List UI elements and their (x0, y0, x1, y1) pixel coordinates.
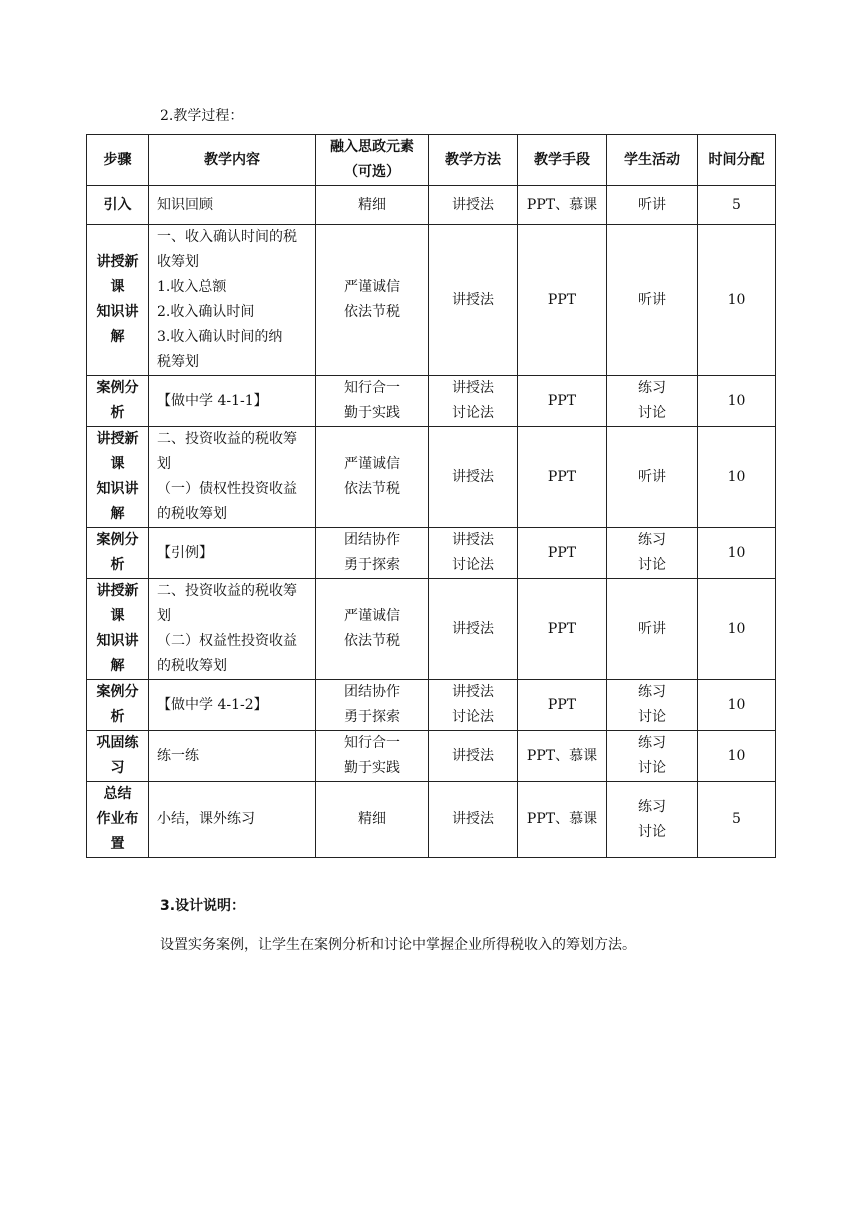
ideology-line: 团结协作 (344, 684, 400, 700)
method-line: 讲授法 (452, 684, 494, 700)
method-line: 讨论法 (452, 557, 494, 573)
table-header-row (87, 135, 776, 186)
activity-line: 讨论 (638, 557, 666, 573)
time-cell: 10 (698, 731, 776, 782)
activity-cell (607, 376, 698, 427)
step-cell (87, 376, 149, 427)
activity-line: 讨论 (638, 405, 666, 421)
ideology-line: 严谨诚信 (344, 279, 400, 295)
content-line: 收筹划 (157, 254, 199, 270)
activity-line: 讨论 (638, 709, 666, 725)
step-line: 知识讲 (96, 304, 139, 320)
step-cell (87, 225, 149, 376)
section-2-heading: 2.教学过程： (160, 108, 244, 124)
ideology-line: 团结协作 (344, 532, 400, 548)
method-line: 讲授法 (452, 291, 494, 308)
activity-line: 讨论 (638, 760, 666, 776)
means-line: PPT (547, 392, 577, 409)
step-cell (87, 186, 149, 225)
ideology-cell (316, 225, 429, 376)
activity-line: 听讲 (638, 468, 666, 485)
section-3-heading: 3.设计说明： (160, 898, 246, 914)
table-row (87, 731, 776, 782)
content-line: （二）权益性投资收益 (157, 633, 297, 649)
table-row (87, 782, 776, 858)
method-cell (429, 579, 518, 680)
means-line: PPT (547, 468, 577, 485)
activity-cell (607, 186, 698, 225)
method-line: 讲授法 (452, 620, 494, 637)
content-line: 一、收入确认时间的税 (157, 229, 297, 245)
activity-line: 听讲 (638, 196, 666, 213)
activity-line: 练习 (638, 798, 666, 815)
step-cell (87, 680, 149, 731)
table-row (87, 225, 776, 376)
activity-cell (607, 225, 698, 376)
table-row (87, 427, 776, 528)
means-cell (518, 579, 607, 680)
ideology-line: 依法节税 (344, 481, 400, 497)
time-cell: 5 (698, 186, 776, 225)
method-line: 讨论法 (452, 405, 494, 421)
table-row (87, 680, 776, 731)
step-line: 巩固练 (96, 735, 139, 751)
means-line: PPT、慕课 (526, 747, 598, 764)
content-line: 1.收入总额 (157, 279, 227, 295)
method-line: 讲授法 (452, 532, 494, 548)
ideology-line: 精细 (358, 811, 386, 827)
ideology-line: 知行合一 (344, 735, 400, 751)
ideology-cell (316, 579, 429, 680)
header-activity: 学生活动 (607, 135, 698, 186)
means-line: PPT、慕课 (526, 811, 598, 827)
method-cell (429, 186, 518, 225)
means-cell (518, 225, 607, 376)
content-cell (149, 225, 316, 376)
activity-cell (607, 731, 698, 782)
means-line: PPT (547, 696, 577, 713)
content-cell (149, 579, 316, 680)
time-cell: 5 (698, 782, 776, 858)
content-line: 3.收入确认时间的纳 (157, 329, 283, 345)
step-line: 知识讲 (96, 633, 139, 649)
content-cell (149, 186, 316, 225)
table-row (87, 579, 776, 680)
step-line: 析 (110, 709, 125, 725)
table-row (87, 186, 776, 225)
content-line: 【做中学 4-1-2】 (157, 696, 268, 713)
time-cell: 10 (698, 427, 776, 528)
ideology-line: 勤于实践 (344, 760, 400, 776)
step-cell (87, 579, 149, 680)
teaching-process-table (86, 134, 776, 858)
step-line: 讲授新 (96, 583, 139, 599)
ideology-line: 精细 (358, 196, 386, 213)
header-content: 教学内容 (149, 135, 316, 186)
activity-line: 讨论 (638, 823, 666, 840)
method-line: 讨论法 (452, 709, 494, 725)
content-cell (149, 731, 316, 782)
method-cell (429, 528, 518, 579)
means-cell (518, 680, 607, 731)
step-cell (87, 731, 149, 782)
content-line: 2.收入确认时间 (157, 304, 255, 320)
content-line: 划 (157, 608, 171, 624)
step-line: 引入 (103, 196, 132, 213)
ideology-line: 勇于探索 (344, 709, 400, 725)
step-line: 总结 (103, 786, 132, 802)
header-step: 步骤 (87, 135, 149, 186)
method-line: 讲授法 (452, 811, 494, 827)
activity-line: 练习 (638, 684, 666, 700)
step-line: 讲授新 (96, 431, 139, 447)
activity-line: 听讲 (638, 620, 666, 637)
header-ideology-line: （可选） (344, 164, 400, 180)
activity-cell (607, 427, 698, 528)
step-line: 解 (110, 506, 125, 522)
content-line: 的税收筹划 (157, 658, 227, 674)
step-line: 案例分 (96, 684, 139, 700)
method-line: 讲授法 (452, 196, 494, 213)
step-line: 案例分 (96, 380, 139, 396)
activity-line: 听讲 (638, 291, 666, 308)
step-cell (87, 528, 149, 579)
content-line: （一）债权性投资收益 (157, 481, 297, 497)
ideology-line: 依法节税 (344, 304, 400, 320)
method-cell (429, 427, 518, 528)
step-line: 析 (110, 405, 125, 421)
activity-line: 练习 (638, 380, 666, 396)
time-cell: 10 (698, 376, 776, 427)
section-3-body: 设置实务案例，让学生在案例分析和讨论中掌握企业所得税收入的筹划方法。 (160, 937, 636, 953)
content-line: 知识回顾 (157, 196, 213, 213)
means-line: PPT (547, 291, 577, 308)
content-cell (149, 427, 316, 528)
method-cell (429, 731, 518, 782)
ideology-line: 严谨诚信 (344, 608, 400, 624)
content-line: 二、投资收益的税收筹 (157, 431, 297, 447)
activity-line: 练习 (638, 532, 666, 548)
ideology-cell (316, 186, 429, 225)
step-line: 习 (110, 760, 125, 776)
ideology-line: 知行合一 (344, 380, 400, 396)
ideology-cell (316, 528, 429, 579)
step-line: 析 (110, 557, 125, 573)
ideology-cell (316, 731, 429, 782)
header-ideology (316, 135, 429, 186)
content-line: 练一练 (157, 747, 199, 764)
time-cell: 10 (698, 528, 776, 579)
activity-cell (607, 680, 698, 731)
content-line: 【引例】 (157, 544, 213, 561)
method-cell (429, 376, 518, 427)
step-line: 课 (110, 608, 125, 624)
content-cell (149, 782, 316, 858)
ideology-line: 勇于探索 (344, 557, 400, 573)
activity-line: 练习 (638, 735, 666, 751)
ideology-cell (316, 782, 429, 858)
table-row (87, 528, 776, 579)
step-cell (87, 427, 149, 528)
time-cell: 10 (698, 225, 776, 376)
means-cell (518, 376, 607, 427)
ideology-cell (316, 376, 429, 427)
method-cell (429, 225, 518, 376)
activity-cell (607, 528, 698, 579)
time-cell: 10 (698, 680, 776, 731)
content-cell (149, 528, 316, 579)
step-line: 作业布 (96, 811, 139, 827)
method-cell (429, 782, 518, 858)
content-line: 的税收筹划 (157, 506, 227, 522)
means-line: PPT (547, 620, 577, 637)
content-line: 二、投资收益的税收筹 (157, 583, 297, 599)
method-line: 讲授法 (452, 468, 494, 485)
content-line: 划 (157, 456, 171, 472)
step-line: 知识讲 (96, 481, 139, 497)
step-line: 课 (110, 456, 125, 472)
ideology-line: 勤于实践 (344, 405, 400, 421)
means-cell (518, 731, 607, 782)
content-cell (149, 376, 316, 427)
header-time: 时间分配 (698, 135, 776, 186)
content-line: 【做中学 4-1-1】 (157, 392, 268, 409)
table-body (87, 186, 776, 858)
means-cell (518, 528, 607, 579)
means-line: PPT、慕课 (526, 196, 598, 213)
step-line: 解 (110, 329, 125, 345)
method-cell (429, 680, 518, 731)
ideology-line: 依法节税 (344, 633, 400, 649)
content-line: 税筹划 (157, 354, 199, 370)
means-cell (518, 427, 607, 528)
content-line: 小结，课外练习 (157, 811, 255, 827)
means-cell (518, 782, 607, 858)
step-line: 讲授新 (96, 254, 139, 270)
activity-cell (607, 782, 698, 858)
step-line: 案例分 (96, 532, 139, 548)
time-cell: 10 (698, 579, 776, 680)
step-line: 置 (110, 836, 125, 852)
step-line: 解 (110, 658, 125, 674)
means-line: PPT (547, 544, 577, 561)
activity-cell (607, 579, 698, 680)
step-cell (87, 782, 149, 858)
table-row (87, 376, 776, 427)
means-cell (518, 186, 607, 225)
header-ideology-line: 融入思政元素 (330, 139, 414, 155)
header-method: 教学方法 (429, 135, 518, 186)
step-line: 课 (110, 279, 125, 295)
method-line: 讲授法 (452, 747, 494, 764)
method-line: 讲授法 (452, 380, 494, 396)
content-cell (149, 680, 316, 731)
ideology-line: 严谨诚信 (344, 456, 400, 472)
header-means: 教学手段 (518, 135, 607, 186)
ideology-cell (316, 427, 429, 528)
ideology-cell (316, 680, 429, 731)
